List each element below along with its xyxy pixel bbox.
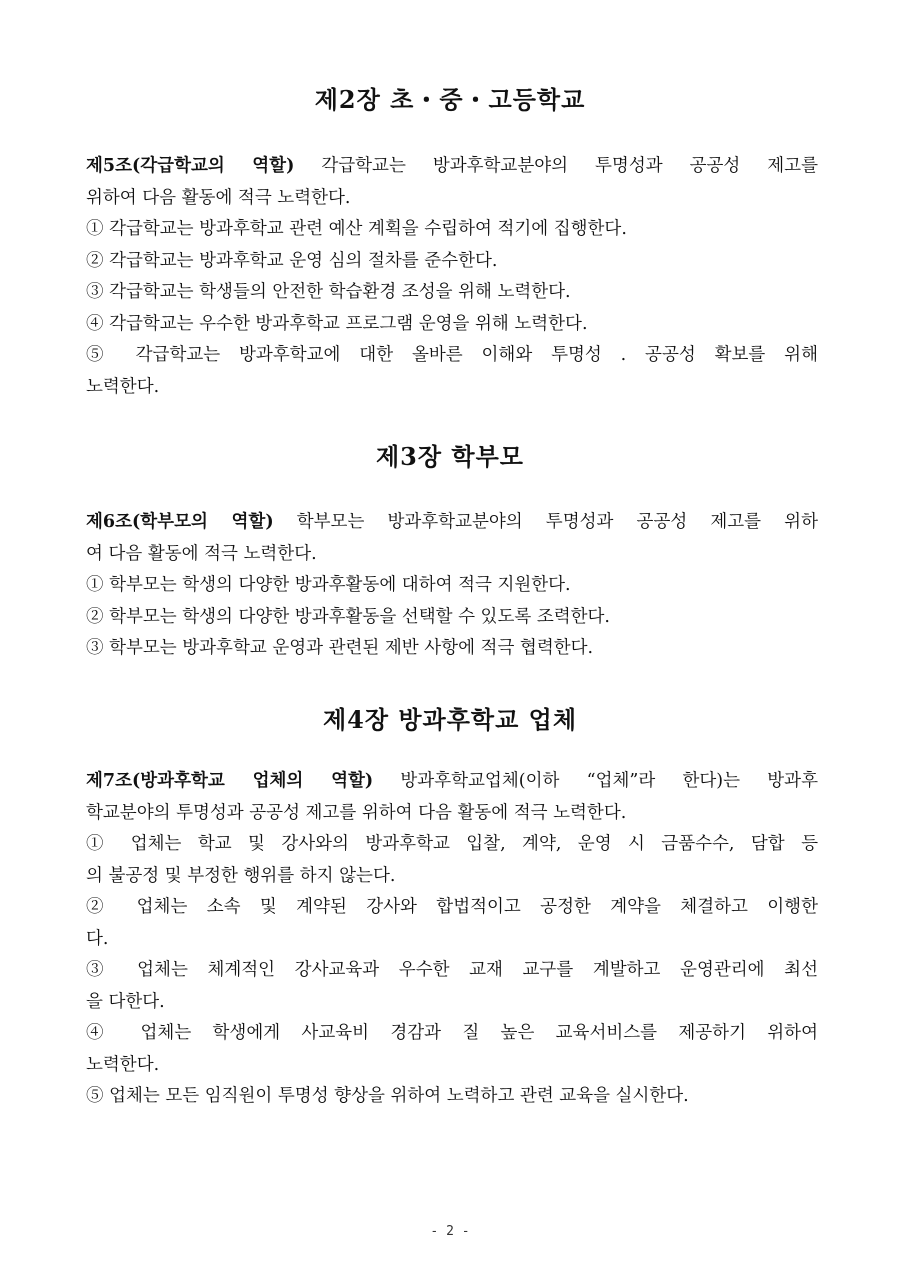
article-7-item-3: ③ 업체는 체계적인 강사교육과 우수한 교재 교구를 계발하고 운영관리에 최선 xyxy=(86,960,818,980)
article-6-item-1: ① 학부모는 학생의 다양한 방과후활동에 대하여 적극 지원한다. xyxy=(86,575,571,595)
article-6-lead-line-1 xyxy=(86,507,818,539)
article-7-item-1: ① 업체는 학교 및 강사와의 방과후학교 입찰, 계약, 운영 시 금품수수, 담합 등 xyxy=(86,834,818,854)
article-7 xyxy=(86,766,818,1113)
article-5-item-1: ① 각급학교는 방과후학교 관련 예산 계획을 수립하여 적기에 집행한다. xyxy=(86,219,627,239)
article-6-item-2: ② 학부모는 학생의 다양한 방과후활동을 선택할 수 있도록 조력한다. xyxy=(86,606,610,627)
article-7-item-4-cont: 노력한다. xyxy=(86,1054,160,1075)
chapter-4-title: 제4장 방과후학교 업체 xyxy=(322,705,578,734)
article-5-item-5: ⑤ 각급학교는 방과후학교에 대한 올바른 이해와 투명성 . 공공성 확보를 위해 xyxy=(86,345,818,365)
article-7-item-5: ⑤ 업체는 모든 임직원이 투명성 향상을 위하여 노력하고 관련 교육을 실시한다. xyxy=(86,1086,689,1106)
article-5-item-2: ② 각급학교는 방과후학교 운영 심의 절차를 준수한다. xyxy=(86,250,498,271)
article-7-item-2: ② 업체는 소속 및 계약된 강사와 합법적이고 공정한 계약을 체결하고 이행한 xyxy=(86,897,818,917)
article-6-label: 제6조(학부모의 역할) xyxy=(86,512,274,532)
article-5 xyxy=(86,151,818,403)
article-5-item-5-cont: 노력한다. xyxy=(86,376,160,397)
article-7-lead-line-2: 학교분야의 투명성과 공공성 제고를 위하여 다음 활동에 적극 노력한다. xyxy=(86,802,627,823)
article-7-item-3-cont: 을 다한다. xyxy=(86,991,165,1012)
article-5-lead-line-2: 위하여 다음 활동에 적극 노력한다. xyxy=(86,187,351,208)
article-5-item-4: ④ 각급학교는 우수한 방과후학교 프로그램 운영을 위해 노력한다. xyxy=(86,313,588,334)
article-5-lead-line-1 xyxy=(86,151,818,183)
article-5-label: 제5조(각급학교의 역할) xyxy=(86,156,295,176)
article-6-item-3: ③ 학부모는 방과후학교 운영과 관련된 제반 사항에 적극 협력한다. xyxy=(86,638,594,658)
article-7-label: 제7조(방과후학교 업체의 역할) xyxy=(86,771,374,791)
article-7-item-4: ④ 업체는 학생에게 사교육비 경감과 질 높은 교육서비스를 제공하기 위하여 xyxy=(86,1023,818,1043)
article-6 xyxy=(86,507,818,665)
article-7-lead-line-1 xyxy=(86,766,818,798)
article-5-item-3: ③ 각급학교는 학생들의 안전한 학습환경 조성을 위해 노력한다. xyxy=(86,282,571,302)
chapter-2-title: 제2장 초・중・고등학교 xyxy=(314,85,586,114)
article-6-lead-line-2: 여 다음 활동에 적극 노력한다. xyxy=(86,543,317,564)
article-7-item-1-cont: 의 불공정 및 부정한 행위를 하지 않는다. xyxy=(86,865,396,886)
article-7-lead-text: 방과후학교업체(이하 “업체”라 한다)는 방과후 xyxy=(373,771,818,791)
page-number: - 2 - xyxy=(430,1224,470,1239)
chapter-3-title: 제3장 학부모 xyxy=(376,442,524,471)
article-5-lead-text: 각급학교는 방과후학교분야의 투명성과 공공성 제고를 xyxy=(294,156,818,176)
article-7-item-2-cont: 다. xyxy=(86,928,109,949)
article-6-lead-text: 학부모는 방과후학교분야의 투명성과 공공성 제고를 위하 xyxy=(273,512,818,532)
